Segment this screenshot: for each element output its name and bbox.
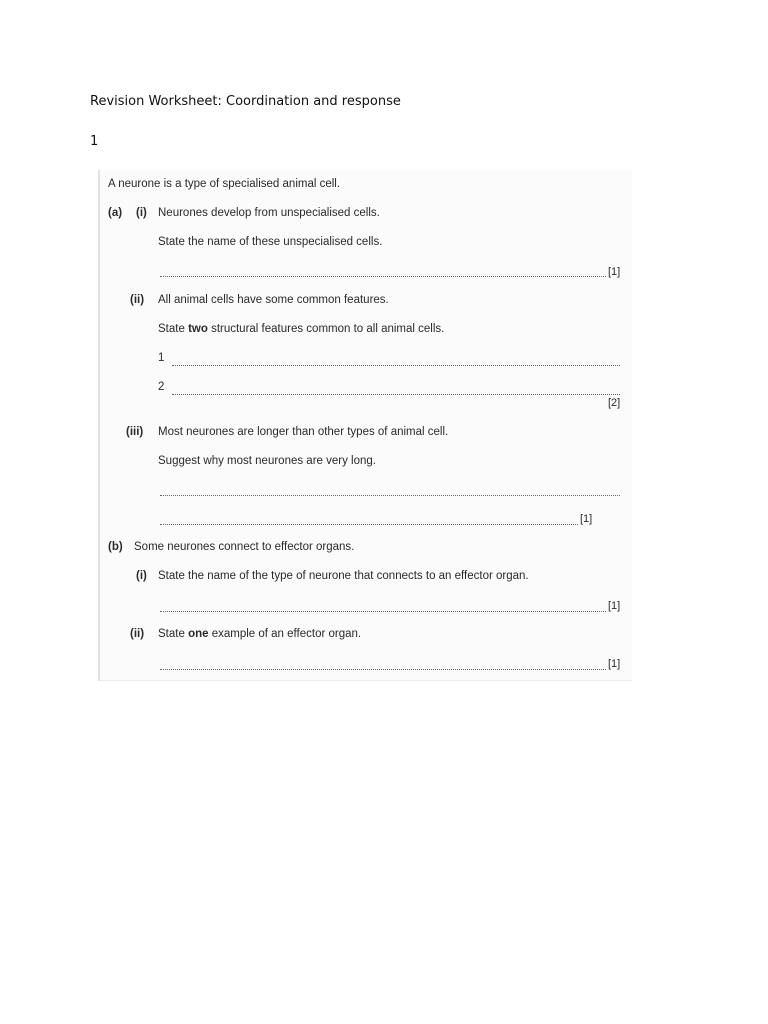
part-a-label: (a) [108,207,123,219]
mark-b-i: [1] [608,600,621,612]
mark-a-iii: [1] [580,513,593,525]
part-a-ii-text1: All animal cells have some common features. [158,294,389,306]
part-a-iii-text2: Suggest why most neurones are very long. [158,455,376,467]
mark-b-ii: [1] [608,658,621,670]
part-b-i-label: (i) [136,570,147,582]
part-a-i-label: (i) [136,207,147,219]
answer-number-2: 2 [158,381,165,393]
mark-a-i: [1] [608,266,621,278]
part-a-i-text1: Neurones develop from unspecialised cells. [158,207,380,219]
part-b-ii-text: State one example of an effector organ. [158,628,362,640]
answer-line-a-ii-2[interactable] [172,394,620,395]
part-a-iii-label: (iii) [126,426,144,438]
answer-line-b-i[interactable] [160,611,606,612]
answer-line-a-ii-1[interactable] [172,365,620,366]
question-number: 1 [90,134,99,149]
answer-line-a-iii-1[interactable] [160,495,620,496]
part-a-iii-text1: Most neurones are longer than other types of animal cell. [158,426,449,438]
question-intro: A neurone is a type of specialised animal cell. [108,178,341,190]
page-title: Revision Worksheet: Coordination and response [90,94,401,109]
question-image [98,170,632,681]
answer-number-1: 1 [158,352,165,364]
part-b-label: (b) [108,541,123,553]
answer-line-a-i[interactable] [160,276,606,277]
answer-line-a-iii-2[interactable] [160,524,578,525]
part-b-ii-label: (ii) [130,628,145,640]
part-a-ii-text2: State two structural features common to all animal cells. [158,323,445,335]
answer-line-b-ii[interactable] [160,669,606,670]
part-b-i-text: State the name of the type of neurone that connects to an effector organ. [158,570,529,582]
part-a-ii-label: (ii) [130,294,145,306]
mark-a-ii: [2] [608,397,621,409]
part-b-intro: Some neurones connect to effector organs. [134,541,355,553]
part-a-i-text2: State the name of these unspecialised cells. [158,236,383,248]
